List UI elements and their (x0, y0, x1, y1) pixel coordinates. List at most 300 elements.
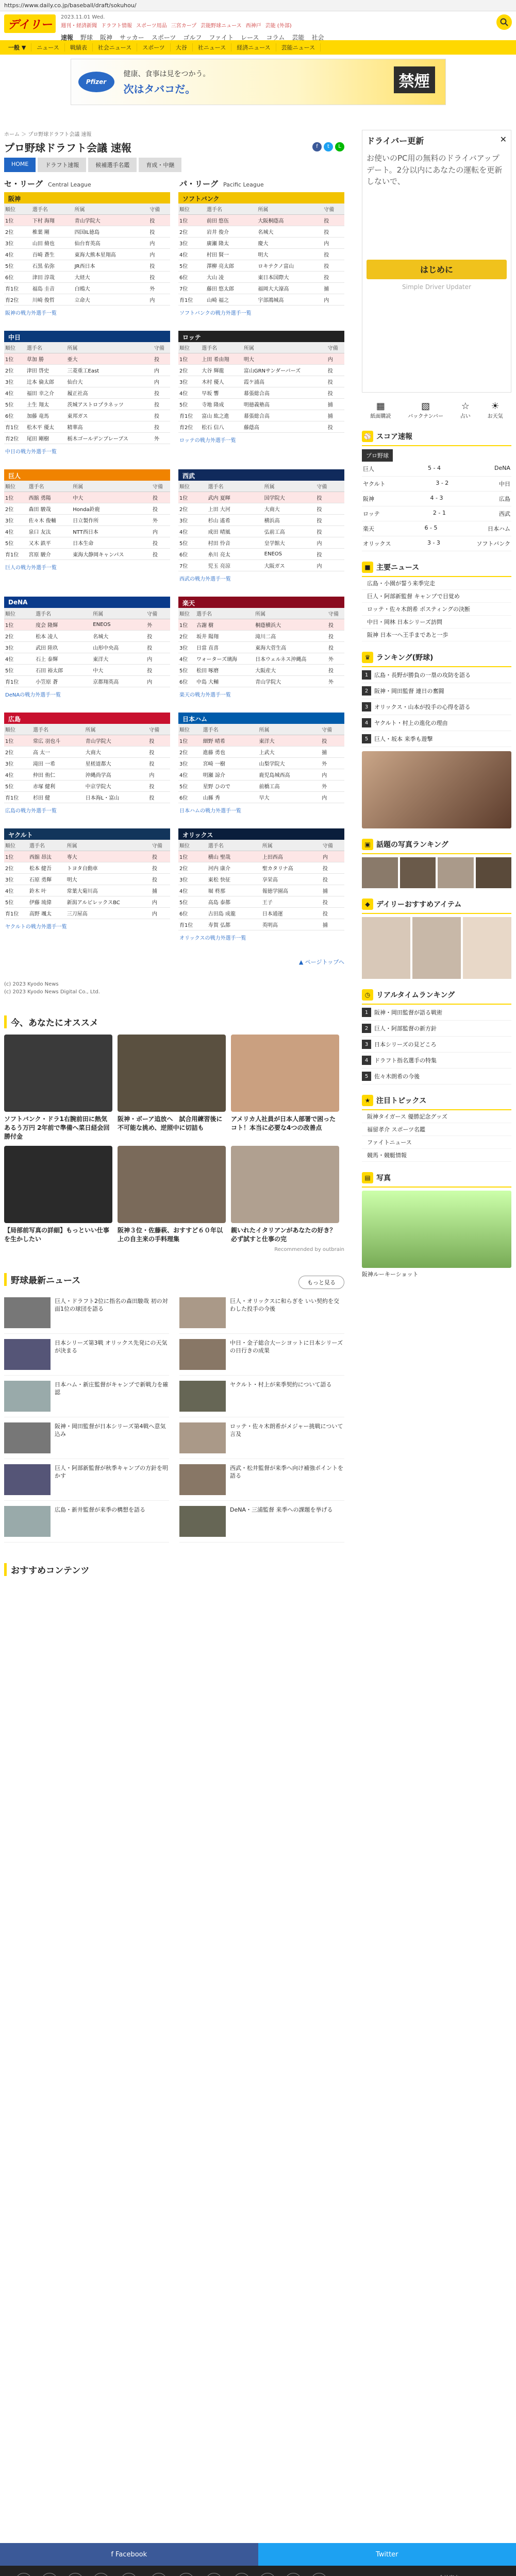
news-text[interactable]: 日本ハム・新庄監督がキャンプで新戦力を確認 (55, 1381, 169, 1396)
player-name[interactable]: 大谷 輝龍 (201, 365, 243, 376)
topic-item[interactable]: 阪神タイガース 優勝記念グッズ (362, 1110, 511, 1123)
news-thumb[interactable] (4, 1464, 51, 1495)
nav-item[interactable]: 野球 (80, 34, 93, 41)
player-name[interactable]: 中島 大輔 (195, 676, 254, 687)
table-header: 選手名 (35, 608, 92, 619)
side-icon-item[interactable] (488, 401, 503, 419)
sub-nav-item[interactable]: ニュース (31, 43, 64, 52)
player-name[interactable]: 日當 直喜 (195, 642, 254, 653)
table-cell: 投 (153, 410, 170, 421)
footer-nav-item[interactable] (285, 2573, 302, 2576)
news-text[interactable]: ロッテ・佐々木朗希がメジャー挑戦について言及 (230, 1422, 343, 1438)
facebook-link[interactable]: f Facebook (0, 2543, 258, 2566)
footer-link[interactable] (432, 2574, 485, 2576)
rank-number: 1 (362, 1008, 371, 1017)
player-name[interactable]: 横山 聖哉 (207, 851, 261, 862)
recommend-image[interactable] (118, 1146, 226, 1223)
table-row (178, 226, 344, 238)
news-thumb[interactable] (4, 1339, 51, 1370)
news-thumb[interactable] (179, 1381, 226, 1412)
tab[interactable]: HOME (4, 158, 36, 172)
rank-item[interactable] (362, 683, 511, 699)
team-footer-link[interactable]: 広島の戦力外選手一覧 (5, 808, 57, 814)
breadcrumb[interactable]: ホーム ＞ プロ野球ドラフト会議 速報 (4, 132, 92, 138)
site-logo[interactable]: デイリー (4, 14, 56, 33)
recommend-by[interactable]: Recommended by outbrain (274, 1246, 344, 1252)
nav-item[interactable]: 芸能 (292, 34, 305, 41)
player-name[interactable]: 宮崎 一樹 (202, 758, 258, 769)
player-name[interactable]: 伊藤 琉偉 (28, 896, 66, 908)
team-footer-link[interactable]: ロッテの戦力外選手一覧 (179, 438, 236, 444)
recommend-text[interactable]: アメリカ人社員が日本人部署で困ったコト！本当に必要な4つの改善点 (231, 1115, 336, 1131)
player-name[interactable]: 古田島 成龍 (207, 908, 261, 919)
player-name[interactable]: 百崎 蒼生 (31, 249, 74, 260)
news-item[interactable] (4, 1292, 169, 1334)
side-news-item[interactable]: 中日・岡林 日本シリーズ訪問 (362, 616, 511, 629)
ad-banner[interactable] (71, 59, 446, 105)
player-name[interactable]: 河内 康介 (207, 862, 261, 874)
close-icon[interactable]: ✕ (500, 134, 507, 144)
player-name[interactable]: 杉山 遙希 (207, 515, 263, 526)
player-name[interactable]: 石黒 佑弥 (31, 260, 74, 272)
footer-nav-icon (234, 2573, 250, 2576)
rank-item[interactable] (362, 715, 511, 731)
player-name[interactable]: 早坂 響 (201, 387, 243, 399)
player-name[interactable]: 武田 陸玖 (35, 642, 92, 653)
team-card (4, 331, 170, 458)
news-thumb[interactable] (179, 1464, 226, 1495)
nav-item[interactable]: 阪神 (100, 34, 113, 41)
item-thumb[interactable] (412, 917, 461, 979)
team-name: 広島 (4, 713, 170, 724)
league-pacific-en: Pacific League (223, 181, 264, 188)
rank-item[interactable] (362, 699, 511, 715)
table-header: 守備 (322, 840, 344, 851)
table-cell: 日立製作所 (72, 515, 152, 526)
team-footer-link[interactable]: 巨人の戦力外選手一覧 (5, 565, 57, 571)
news-text[interactable]: 阪神・岡田監督が日本シリーズ第4戦へ意気込み (55, 1422, 166, 1438)
footer-nav-item[interactable] (41, 2573, 58, 2576)
player-name[interactable]: 武内 夏暉 (207, 492, 263, 503)
nav-item[interactable]: サッカー (120, 34, 144, 41)
recommend-card[interactable] (231, 1035, 339, 1141)
recommend-card[interactable] (4, 1146, 112, 1244)
recommend-text[interactable]: 親いれたイタリアンがあなたの好き？必ず試すと仕事の完 (231, 1227, 336, 1243)
tab[interactable]: 育成・中継 (139, 158, 181, 172)
page-top-link[interactable]: ▲ ページトップへ (298, 959, 344, 965)
item-thumb[interactable] (463, 917, 511, 979)
recommend-image[interactable] (118, 1035, 226, 1112)
footer-nav-item[interactable] (259, 2573, 276, 2576)
player-name[interactable]: 澤柳 亮太郎 (206, 260, 257, 272)
score-row[interactable] (362, 521, 511, 536)
player-name[interactable]: 村田 怜音 (207, 537, 263, 549)
rank-item[interactable] (362, 1005, 511, 1021)
player-name[interactable]: 川崎 俊哲 (31, 294, 74, 306)
recommend-text[interactable]: 【局部前写真の詳細】もっといい仕事を生かしたい (4, 1227, 110, 1243)
player-name[interactable]: 古謝 樹 (195, 619, 254, 631)
side-icon-label: バックナンバー (408, 414, 443, 419)
rank-item[interactable] (362, 731, 511, 747)
recommend-text[interactable]: 阪神３位・佐藤萩、おすすど６０年以上の自主来の手料理集 (118, 1227, 223, 1243)
news-item[interactable] (4, 1501, 169, 1543)
news-thumb[interactable] (179, 1297, 226, 1328)
player-name[interactable]: 星野 ひので (202, 781, 258, 792)
news-text[interactable]: 巨人・オリックスに和らぎを いい契約を交わした投手の今後 (230, 1297, 339, 1313)
table-cell: 富山GRNサンダーバーズ (243, 365, 327, 376)
player-name[interactable]: 尾田 剛樹 (26, 433, 66, 444)
table-cell: 投 (327, 619, 344, 631)
table-row (178, 526, 344, 537)
photo-thumb[interactable] (400, 857, 436, 888)
header-link[interactable]: 芸能 (外部) (265, 23, 292, 29)
nav-item[interactable]: ゴルフ (183, 34, 202, 41)
footer-nav-item[interactable] (15, 2573, 32, 2576)
player-name[interactable]: 坂井 陽翔 (195, 631, 254, 642)
nav-item[interactable]: スポーツ (151, 34, 176, 41)
url-bar[interactable]: https://www.daily.co.jp/baseball/draft/sokuhou/ (0, 0, 516, 11)
news-text[interactable]: 巨人・ドラフト2位に指名の森田駿哉 初の対面1位の球団を語る (55, 1297, 168, 1313)
player-name[interactable]: 西舘 昂汰 (28, 851, 66, 862)
sidebar (362, 130, 511, 1278)
score-value: 6 - 5 (424, 524, 438, 531)
table-row (4, 421, 170, 433)
line-share-icon[interactable]: L (335, 142, 344, 151)
team-footer-link[interactable]: 中日の戦力外選手一覧 (5, 449, 57, 455)
player-name[interactable]: 加藤 竜馬 (26, 410, 66, 421)
ad-title: ドライバー更新 (367, 136, 424, 146)
side-news-item[interactable]: 広島・小園が誓う来季完走 (362, 577, 511, 590)
player-name[interactable]: 大山 凌 (206, 272, 257, 283)
news-item[interactable] (179, 1417, 344, 1459)
player-name[interactable]: 富山 紘之進 (201, 410, 243, 421)
player-name[interactable]: 高野 颯太 (28, 908, 66, 919)
player-name[interactable]: 寺地 隆成 (201, 399, 243, 410)
photo-thumb[interactable] (476, 857, 512, 888)
table-cell: 3位 (4, 515, 28, 526)
player-name[interactable]: 山崎 福之 (206, 294, 257, 306)
player-name[interactable]: 又木 鉄平 (28, 537, 72, 549)
recommend-card[interactable] (4, 1035, 112, 1141)
news-text[interactable]: DeNA・三浦監督 来季への課題を挙げる (230, 1506, 333, 1513)
team-name: 西武 (178, 469, 344, 481)
footer-nav-item[interactable] (204, 2573, 224, 2576)
player-name[interactable]: 草加 勝 (26, 353, 66, 365)
player-name[interactable]: 明瀬 諒介 (202, 769, 258, 781)
news-item[interactable] (179, 1459, 344, 1501)
team-footer-link[interactable]: 西武の戦力外選手一覧 (179, 577, 231, 582)
sub-nav-item[interactable]: 社ニュース (193, 43, 231, 52)
player-name[interactable]: 児玉 亮涼 (207, 560, 263, 571)
footer-nav-item[interactable] (178, 2573, 194, 2576)
news-item[interactable] (4, 1417, 169, 1459)
news-text[interactable]: ヤクルト・村上が来季契約について語る (230, 1381, 332, 1388)
team-footer-link[interactable]: DeNAの戦力外選手一覧 (5, 692, 61, 698)
header-link[interactable]: 三宮カープ (171, 23, 197, 29)
recommend-text[interactable]: 阪神・ボーア追放へ 試合用練習後に不可能な挑め、逆照中に切詰も (118, 1115, 223, 1131)
team-footer-link[interactable]: ソフトバンクの戦力外選手一覧 (179, 311, 252, 316)
table-cell: 6位 (178, 549, 207, 560)
photo-thumb[interactable] (438, 857, 474, 888)
player-name[interactable]: 椎葉 剛 (31, 226, 74, 238)
table-cell: 1位 (4, 619, 35, 631)
item-title (362, 895, 511, 914)
score-row[interactable] (362, 536, 511, 551)
footer-nav-item[interactable] (311, 2573, 327, 2576)
player-name[interactable]: 泉口 友汰 (28, 526, 72, 537)
gallery-title-text: 写真 (376, 1174, 391, 1182)
header-link[interactable]: 週刊・経済新聞 (61, 23, 97, 29)
rank-item[interactable] (362, 667, 511, 683)
score-row[interactable] (362, 506, 511, 521)
news-thumb[interactable] (4, 1506, 51, 1537)
table-cell: 3位 (178, 238, 206, 249)
player-name[interactable]: 石原 勇輝 (28, 874, 66, 885)
player-name[interactable]: 東松 快征 (207, 874, 261, 885)
news-thumb[interactable] (179, 1422, 226, 1453)
player-name[interactable]: 前田 悠伍 (206, 215, 257, 226)
news-item[interactable] (4, 1376, 169, 1417)
more-button[interactable]: もっと見る (298, 1276, 344, 1289)
player-name[interactable]: 松本 凌人 (35, 631, 92, 642)
recommend-card[interactable] (118, 1146, 226, 1244)
nav-item[interactable]: レース (241, 34, 259, 41)
table-row (178, 758, 344, 769)
table-cell: 3位 (178, 515, 207, 526)
news-item[interactable] (179, 1501, 344, 1543)
team-footer-link[interactable]: 日本ハムの戦力外選手一覧 (179, 808, 241, 814)
ranking-image[interactable] (362, 751, 511, 828)
header-link[interactable]: 西神戸 (245, 23, 261, 29)
player-name[interactable]: 石田 裕太郎 (35, 665, 92, 676)
table-cell: 投 (152, 492, 170, 503)
table-cell: 三菱重工East (66, 365, 153, 376)
news-item[interactable] (179, 1376, 344, 1417)
table-cell: 5位 (178, 665, 195, 676)
player-name[interactable]: 糸川 亮太 (207, 549, 263, 560)
banner-brand: Pfizer (78, 72, 114, 92)
player-name[interactable]: 堀 柊那 (207, 885, 261, 896)
player-name[interactable]: 松田 啄磨 (195, 665, 254, 676)
score-row[interactable] (362, 492, 511, 506)
recommend-image[interactable] (4, 1146, 112, 1223)
team-footer-link[interactable]: オリックスの戦力外選手一覧 (179, 936, 246, 941)
player-name[interactable]: 佐々木 俊輔 (28, 515, 72, 526)
nav-item[interactable]: 社会 (311, 34, 324, 41)
player-name[interactable]: 山縣 秀 (202, 792, 258, 803)
table-header: 順位 (4, 840, 28, 851)
ad-button[interactable]: はじめに (367, 260, 507, 279)
recommend-image[interactable] (231, 1146, 339, 1223)
player-name[interactable]: 津田 啓史 (26, 365, 66, 376)
player-name[interactable]: 高 太一 (32, 747, 85, 758)
footer-nav-item[interactable] (67, 2573, 84, 2576)
nav-item[interactable]: コラム (266, 34, 285, 41)
photo-thumb[interactable] (362, 857, 398, 888)
facebook-share-icon[interactable]: f (312, 142, 322, 151)
score-row[interactable] (362, 477, 511, 492)
news-text[interactable]: 中日・金子総合大ーシヨットに日本シリーズの日行きの成果 (230, 1339, 343, 1354)
table-cell: 京都翔英高 (92, 676, 146, 687)
news-thumb[interactable] (4, 1422, 51, 1453)
topic-item[interactable]: 福留孝介 スポーツ名鑑 (362, 1123, 511, 1136)
player-name[interactable]: 土生 翔太 (26, 399, 66, 410)
player-name[interactable]: 松石 信八 (201, 421, 243, 433)
twitter-share-icon[interactable]: t (324, 142, 333, 151)
player-name[interactable]: 廣瀬 隆太 (206, 238, 257, 249)
footer-nav-item[interactable] (93, 2573, 109, 2576)
team-footer-link[interactable]: 楽天の戦力外選手一覧 (179, 692, 231, 698)
item-thumb[interactable] (362, 917, 410, 979)
player-name[interactable]: 赤塚 健利 (32, 781, 85, 792)
news-thumb[interactable] (4, 1381, 51, 1412)
recommend-text[interactable]: ソフトバンク・ドラ1右腕前田に熱気あるう万円 2年前で準備へ菜日経会回勝付金 (4, 1115, 110, 1140)
player-name[interactable]: 小笠原 蒼 (35, 676, 92, 687)
rank-item[interactable] (362, 1053, 511, 1069)
footer-nav-item[interactable] (119, 2573, 139, 2576)
sub-nav-item[interactable]: 一般 ▼ (3, 43, 31, 52)
score-tab[interactable]: プロ野球 (362, 449, 393, 462)
recommend-image[interactable] (231, 1035, 339, 1112)
player-name[interactable]: 山田 脩也 (31, 238, 74, 249)
player-name[interactable]: 村田 賢一 (206, 249, 257, 260)
player-name[interactable]: 滝田 一希 (32, 758, 85, 769)
table-header: 所属 (263, 481, 316, 492)
news-thumb[interactable] (179, 1339, 226, 1370)
league-central-en: Central League (48, 181, 91, 188)
player-name[interactable]: 鈴木 叶 (28, 885, 66, 896)
player-name[interactable]: 常広 羽也斗 (32, 735, 85, 747)
news-thumb[interactable] (4, 1297, 51, 1328)
news-text[interactable]: 広島・新井監督が来季の構想を語る (55, 1506, 145, 1513)
nav-item[interactable]: ファイト (209, 34, 234, 41)
nav-item[interactable]: 速報 (61, 34, 74, 41)
rank-item[interactable] (362, 1037, 511, 1053)
sub-nav-item[interactable]: 大谷 (171, 43, 193, 52)
news-text[interactable]: 西武・松井監督が来季へ向け補強ポイントを語る (230, 1464, 343, 1480)
clock-icon: ◷ (362, 989, 373, 1001)
sub-nav-item[interactable]: 経済ニュース (231, 43, 276, 52)
player-name[interactable]: 寿賀 弘都 (207, 919, 261, 930)
table-row (178, 376, 344, 387)
player-name[interactable]: 細野 晴希 (202, 735, 258, 747)
topic-item[interactable]: ファイトニュース (362, 1136, 511, 1149)
player-name[interactable]: ワォーターズ璃海 (195, 653, 254, 665)
news-item[interactable] (179, 1334, 344, 1376)
player-name[interactable]: 石上 泰輝 (35, 653, 92, 665)
sub-nav-item[interactable]: 社会ニュース (93, 43, 137, 52)
header-link[interactable]: スポーツ用品 (136, 23, 167, 29)
recommend-card[interactable] (231, 1146, 339, 1244)
player-name[interactable]: 進藤 勇也 (202, 747, 258, 758)
team-footer-link[interactable]: 阪神の戦力外選手一覧 (5, 311, 57, 316)
score-row[interactable] (362, 462, 511, 477)
player-name[interactable]: 下村 海翔 (31, 215, 74, 226)
player-name[interactable]: 藤田 悠太郎 (206, 283, 257, 294)
sidebar-ad[interactable] (362, 130, 511, 393)
sub-nav (0, 40, 516, 55)
recommend-card[interactable] (118, 1035, 226, 1141)
rank-number: 3 (362, 702, 371, 711)
header-link[interactable]: 芸能野球ニュース (201, 23, 242, 29)
player-name[interactable]: 岩井 俊介 (206, 226, 257, 238)
twitter-link[interactable]: Twitter (258, 2543, 516, 2566)
table-cell: 6位 (178, 676, 195, 687)
news-item[interactable] (4, 1459, 169, 1501)
player-name[interactable]: 津田 淳哉 (31, 272, 74, 283)
player-name[interactable]: 上田 希由翔 (201, 353, 243, 365)
header-link[interactable]: ドラフト情報 (101, 23, 132, 29)
sub-nav-item[interactable]: 戦績表 (65, 43, 93, 52)
side-icon-item[interactable] (370, 401, 391, 419)
table-row (4, 676, 170, 687)
tab[interactable]: ドラフト速報 (38, 158, 86, 172)
player-name[interactable]: 辻本 倫太郎 (26, 376, 66, 387)
side-news-item[interactable]: 巨人・阿部新監督 キャンプで目覚め (362, 590, 511, 603)
table-cell: 3位 (4, 642, 35, 653)
table-cell: 2位 (4, 365, 26, 376)
table-cell: JR西日本 (74, 260, 149, 272)
news-text[interactable]: 巨人・阿部新監督が秋季キャンプの方針を明かす (55, 1464, 168, 1480)
search-button[interactable] (496, 14, 512, 30)
ranking-title-text: ランキング(野球) (376, 654, 434, 662)
table-cell: 外 (321, 781, 344, 792)
table-cell: 育1位 (4, 421, 26, 433)
player-name[interactable]: 成田 晴風 (207, 526, 263, 537)
side-news-item[interactable]: 阪神 日本一へ王手まであと一歩 (362, 629, 511, 641)
rank-item[interactable] (362, 1021, 511, 1037)
table-cell: 投 (315, 492, 344, 503)
side-news-item[interactable]: ロッテ・佐々木朗希 ポスティングの決断 (362, 603, 511, 616)
player-name[interactable]: 上田 大河 (207, 503, 263, 515)
footer-nav-item[interactable] (234, 2573, 250, 2576)
side-icon-item[interactable] (460, 401, 471, 419)
player-name[interactable]: 福田 幸之介 (26, 387, 66, 399)
player-name[interactable]: 松木平 優太 (26, 421, 66, 433)
sub-nav-item[interactable]: 芸能ニュース (276, 43, 321, 52)
player-name[interactable]: 木村 優人 (201, 376, 243, 387)
table-cell: 大阪桐蔭高 (257, 215, 323, 226)
player-name[interactable]: 松本 健吾 (28, 862, 66, 874)
gallery-image[interactable] (362, 1191, 511, 1268)
table-cell: 5位 (178, 399, 201, 410)
rank-item[interactable] (362, 1069, 511, 1084)
player-name[interactable]: 度会 隆輝 (35, 619, 92, 631)
player-name[interactable]: 高島 泰都 (207, 896, 261, 908)
player-name[interactable]: 仲田 侑仁 (32, 769, 85, 781)
side-icon-item[interactable] (408, 401, 443, 419)
realtime-list (362, 1005, 511, 1084)
team-footer-link[interactable]: ヤクルトの戦力外選手一覧 (5, 924, 67, 930)
news-thumb[interactable] (179, 1506, 226, 1537)
player-name[interactable]: 西舘 勇陽 (28, 492, 72, 503)
player-name[interactable]: 福島 圭音 (31, 283, 74, 294)
tab[interactable]: 候補選手名鑑 (88, 158, 137, 172)
player-name[interactable]: 森田 駿哉 (28, 503, 72, 515)
news-item[interactable] (179, 1292, 344, 1334)
footer-nav-item[interactable] (148, 2573, 169, 2576)
recommend-image[interactable] (4, 1035, 112, 1112)
table-cell: 2位 (178, 365, 201, 376)
table-cell: 専大 (66, 851, 151, 862)
news-title-text: 主要ニュース (376, 564, 420, 572)
topic-item[interactable]: 競馬・競艇情報 (362, 1149, 511, 1162)
player-name[interactable]: 杉田 健 (32, 792, 85, 803)
sub-nav-item[interactable]: スポーツ (137, 43, 171, 52)
news-item[interactable] (4, 1334, 169, 1376)
news-text[interactable]: 日本シリーズ第3戦 オリックス先発にの天気が決まる (55, 1339, 168, 1354)
player-name[interactable]: 宮原 駿介 (28, 549, 72, 560)
